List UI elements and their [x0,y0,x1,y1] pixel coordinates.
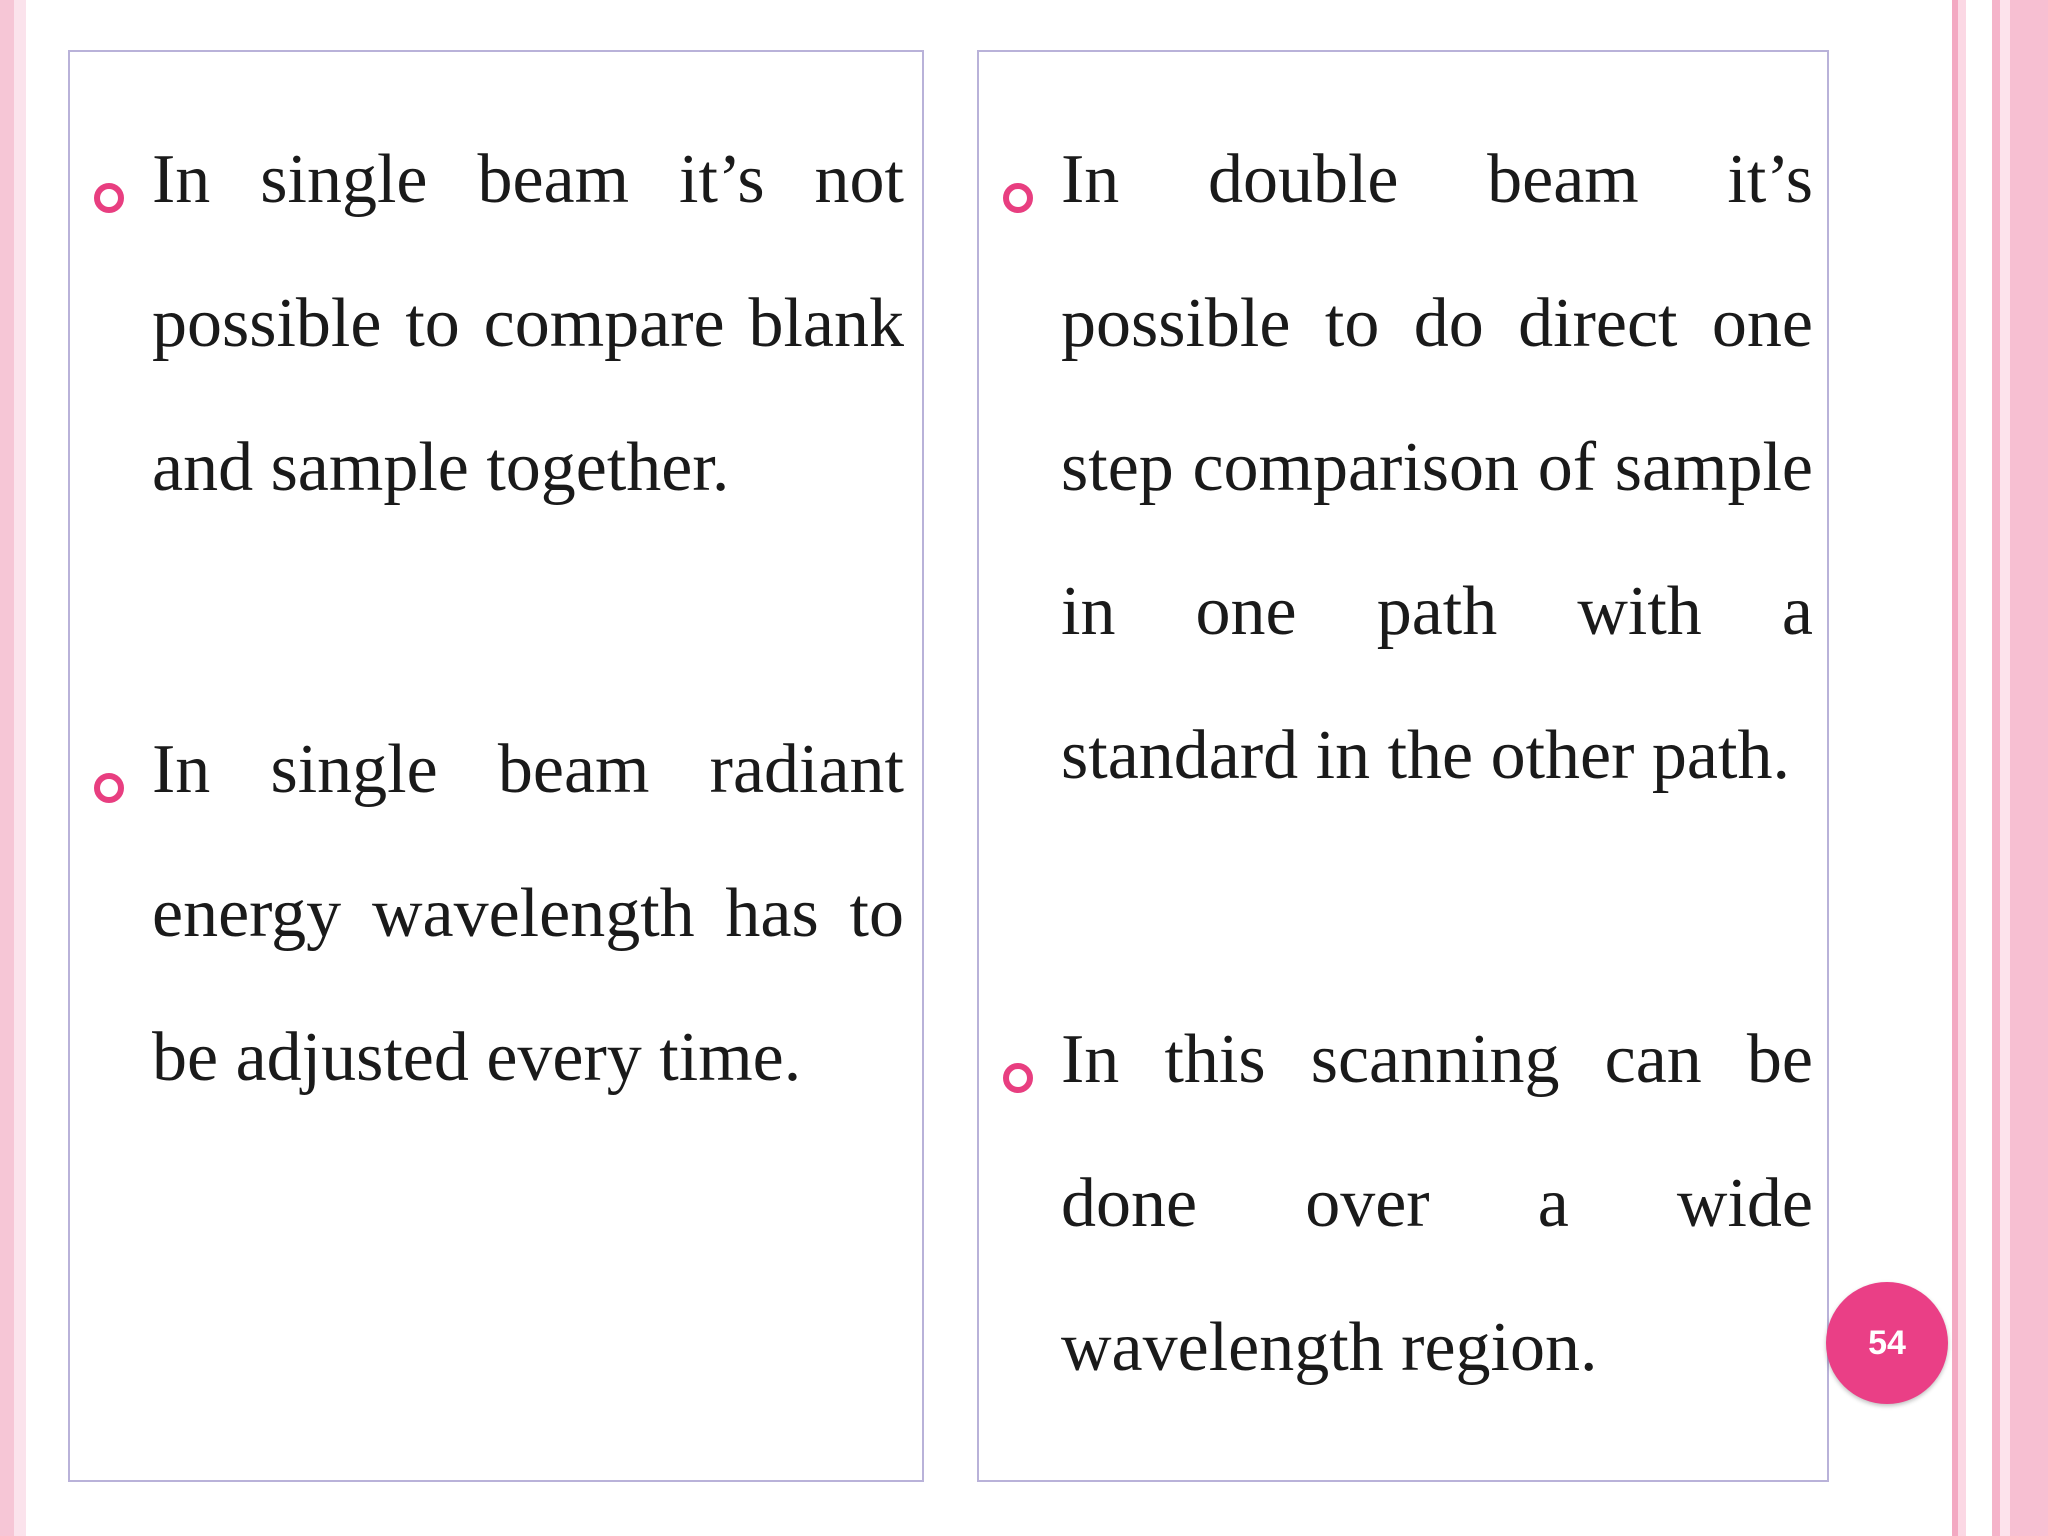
edge-band [2010,0,2048,1536]
bullet-circle-icon [94,183,124,213]
edge-band [1992,0,2000,1536]
edge-band [2000,0,2010,1536]
left-text-panel [68,50,924,1482]
page-number-badge: 54 [1826,1282,1948,1404]
right-edge-decoration [1952,0,2048,1536]
bullet-text: In single beam radiant energy wavelength has to be adjusted every time. [152,731,904,1096]
bullet-circle-icon [1003,1063,1033,1093]
bullet-text: In single beam it’s not possible to compare blank and sample together. [152,141,904,506]
edge-band [1958,0,1966,1536]
bullet-circle-icon [1003,183,1033,213]
right-text-panel [977,50,1829,1482]
bullet-text: In this scanning can be done over a wide wavelength region. [1061,1021,1813,1386]
edge-band [1966,0,1992,1536]
bullet-circle-icon [94,773,124,803]
bullet-text: In double beam it’s possible to do direct one step comparison of sample in one path with a standard in the other path. [1061,141,1813,794]
left-edge-decoration [0,0,26,1536]
